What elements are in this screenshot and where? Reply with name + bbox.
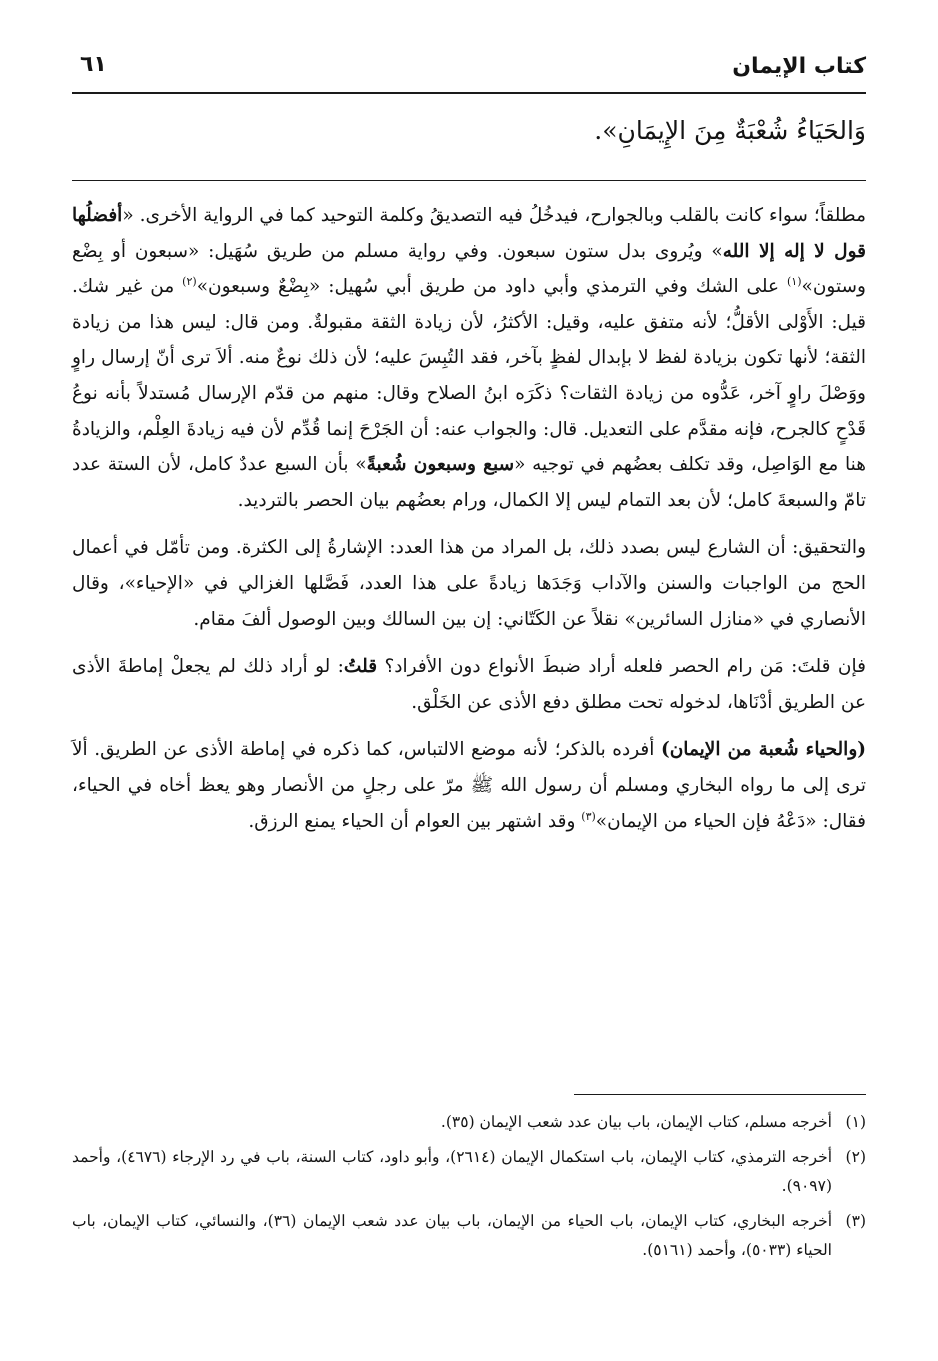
- footnote-ref-3[interactable]: (٣): [581, 809, 596, 823]
- text-span: » ويُروى بدل ستون سبعون. وفي رواية مسلم من طريق سُهَيل: «سبعون أو بِضْع وستون»: [72, 240, 866, 298]
- book-title: كتاب الإيمان: [732, 54, 866, 79]
- bold-term: قلتُ: [343, 656, 378, 678]
- footnote-1: [72, 1108, 866, 1137]
- header-rule: [72, 92, 866, 94]
- text-span: مطلقاً؛ سواء كانت بالقلب وبالجوارح، فيدخُلُ فيه التصديقُ وكلمة التوحيد كما في الرواية الأخرى. «: [122, 205, 866, 226]
- text-span: على الشك وفي الترمذي وأبي داود من طريق أبي سُهيل: «بِضْعٌ وسبعون»: [196, 276, 787, 298]
- text-span: » بأن السبع عددٌ كامل، لأن الستة عدد تامّ والسبعةَ كامل؛ لأن بعد التمام ليس إلا الكمال، ورام بعضُهم بيان الحصر بالترديد.: [72, 454, 866, 511]
- commentary-paragraph-4: [72, 732, 866, 839]
- commentary: [72, 198, 866, 851]
- text-span: وقد اشتهر بين العوام أن الحياء يمنع الرزق.: [248, 810, 582, 832]
- footnote-text: أخرجه البخاري، كتاب الإيمان، باب الحياء من الإيمان، باب بيان عدد شعب الإيمان (٣٦)، والنسائي، كتاب الإيمان، باب الحياء (٥٠٣٣)، وأحمد (٥١٦١).: [72, 1212, 832, 1259]
- commentary-paragraph-1: [72, 198, 866, 518]
- commentary-paragraph-2: والتحقيق: أن الشارع ليس بصدد ذلك، بل المراد من هذا العدد: الإشارةُ إلى الكثرة. ومن تأمّل في أعمال الحج من الواجبات والسنن والآداب وَجَدَها زيادةً على هذا العدد، فَصَّلها الغزالي في «الإحياء»، وقال الأنصاري في «منازل السائرين» نقلاً عن الكَتّاني: إن بين السالك وبين الوصول ألفَ مقام.: [72, 537, 866, 630]
- bold-quote: أفضلُها قول لا إله إلا الله: [72, 205, 866, 262]
- footnote-2: [72, 1143, 866, 1201]
- footnote-number: (٢): [845, 1148, 866, 1166]
- footnote-text: أخرجه مسلم، كتاب الإيمان، باب بيان عدد شعب الإيمان (٣٥).: [440, 1113, 832, 1131]
- text-span: أفرده بالذكر؛ لأنه موضع الالتباس، كما ذكره في إماطة الأذى عن الطريق. ألاَ ترى إلى ما رواه البخاري ومسلم أن رسول الله ﷺ مرّ على رجلٍ من الأنصار وهو يعظ أخاه في الحياء، فقال: «دَعْهُ فإن الحياء من الإيمان»: [72, 739, 866, 832]
- running-head: [72, 48, 866, 88]
- footnote-rule: [574, 1094, 866, 1095]
- footnote-number: (١): [845, 1113, 866, 1131]
- text-span: : لو أراد ذلك لم يجعلْ إماطةَ الأذى عن الطريق أدْنَاها، لدخوله تحت مطلق دفع الأذى عن الخَلْق.: [72, 656, 866, 713]
- footnote-3: [72, 1207, 866, 1265]
- footnote-ref-1[interactable]: (١): [787, 275, 802, 289]
- commentary-paragraph-3: [72, 649, 866, 720]
- text-span: فإن قلتَ: مَن رام الحصر فلعله أراد ضبطَ الأنواع دون الأفراد؟: [377, 656, 866, 678]
- bold-quote: (والحياء شُعبة من الإيمان): [660, 739, 867, 761]
- bold-quote: سبع وسبعون شُعبةً: [366, 454, 515, 476]
- text-span: من غير شك. قيل: الأَوْلى الأقلُّ؛ لأنه متفق عليه، وقيل: الأكثرُ، لأن زيادة الثقة مقبولةٌ. ومن قال: ليس هذا من زيادة الثقة؛ لأنها تكون بزيادة لفظ لا بإبدال لفظٍ بآخر، فقد التُبِسَ عليه؛ لأن ذلك نوعٌ منه. ألاَ ترى أنّ إرسال راوٍ ووَصْلَ راوٍ آخر، عَدُّوه من زيادة الثقات؟ ذكَرَه ابنُ الصلاح وقال: منهم من قدّم الإرسال مُستدلاً بأنه نوعُ قَدْحٍ كالجرح، فإنه مقدَّم على التعديل. قال: والجواب عنه: أن الجَرْحَ إنما قُدِّم لأن فيه زيادةَ العِلْم، والزيادةُ هنا مع الوَاصِل، وقد تكلف بعضُهم في توجيه «: [72, 276, 867, 476]
- footnote-ref-2[interactable]: (٢): [182, 275, 197, 289]
- footnotes: [72, 1108, 866, 1271]
- matn-text: وَالحَيَاءُ شُعْبَةٌ مِنَ الإِيمَانِ».: [594, 116, 866, 145]
- footnote-number: (٣): [845, 1212, 866, 1230]
- page-number: ٦١: [80, 52, 107, 77]
- footnote-text: أخرجه الترمذي، كتاب الإيمان، باب استكمال الإيمان (٢٦١٤)، وأبو داود، كتاب السنة، باب في رد الإرجاء (٤٦٧٦)، وأحمد (٩٠٩٧).: [72, 1148, 832, 1195]
- matn-rule: [72, 180, 866, 181]
